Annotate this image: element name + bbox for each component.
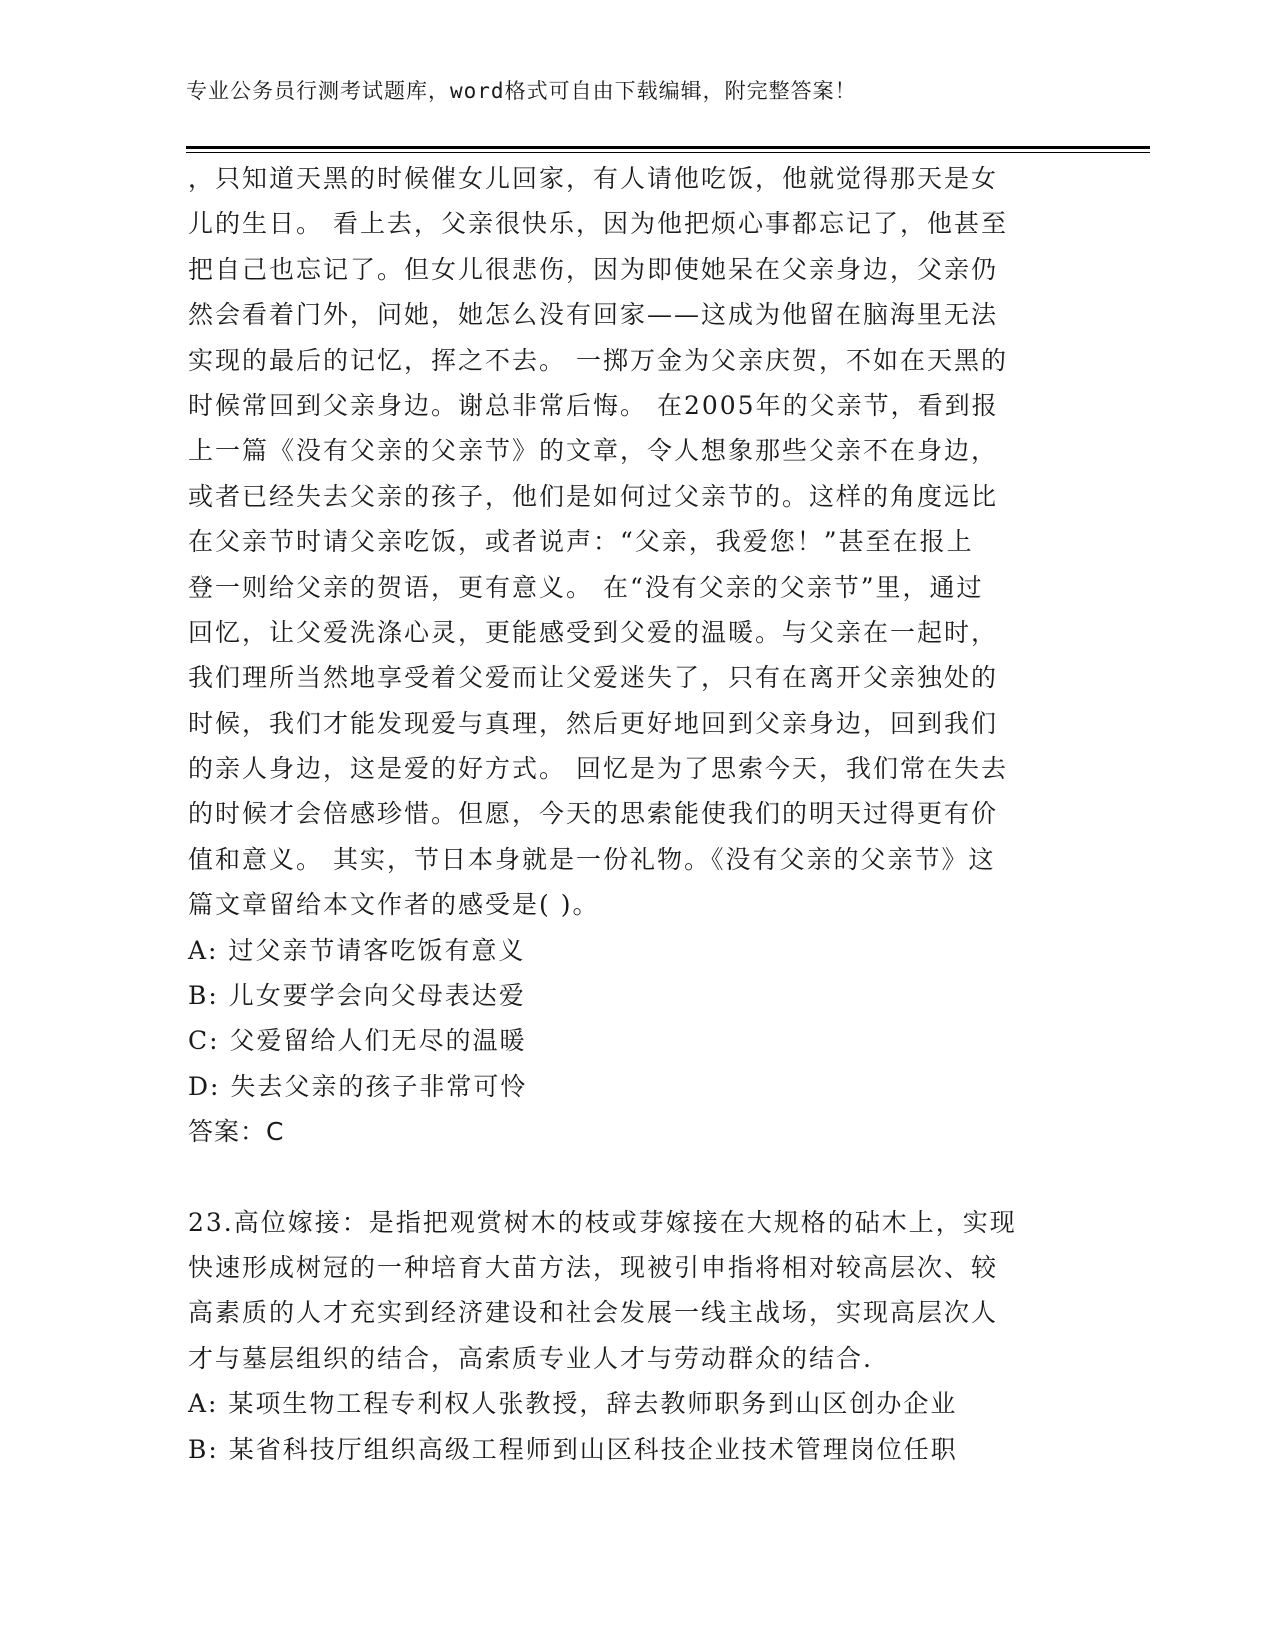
- passage-line: 的亲人身边，这是爱的好方式。 回忆是为了思索今天，我们常在失去: [188, 754, 1008, 784]
- option-c: C: 父爱留给人们无尽的温暖: [188, 1026, 527, 1056]
- section-spacer: [188, 1155, 1088, 1200]
- stem-line: 快速形成树冠的一种培育大苗方法，现被引申指将相对较高层次、较: [188, 1252, 999, 1282]
- passage-line: 在父亲节时请父亲吃饭，或者说声：“父亲，我爱您！”甚至在报上: [188, 527, 974, 557]
- passage-line: 登一则给父亲的贺语，更有意义。 在“没有父亲的父亲节”里，通过: [188, 572, 984, 602]
- passage-line: 的时候才会倍感珍惜。但愿，今天的思索能使我们的明天过得更有价: [188, 799, 999, 829]
- option-a: A: 某项生物工程专利权人张教授，辞去教师职务到山区创办企业: [188, 1389, 958, 1419]
- question-23-stem: [188, 1200, 1088, 1382]
- option-b: B: 儿女要学会向父母表达爱: [188, 981, 526, 1011]
- option-d: D: 失去父亲的孩子非常可怜: [188, 1071, 528, 1101]
- question-22-passage: [188, 156, 1088, 928]
- passage-line: 回忆，让父爱洗涤心灵，更能感受到父爱的温暖。与父亲在一起时，: [188, 617, 999, 647]
- question-22-options: [188, 928, 1088, 1110]
- passage-line: 实现的最后的记忆，挥之不去。 一掷万金为父亲庆贺，不如在天黑的: [188, 345, 1008, 375]
- option-a: A: 过父亲节请客吃饭有意义: [188, 935, 526, 965]
- passage-line: ，只知道天黑的时候催女儿回家，有人请他吃饭，他就觉得那天是女: [188, 164, 999, 193]
- stem-line: 才与墓层组织的结合，高索质专业人才与劳动群众的结合.: [188, 1343, 873, 1373]
- document-body: [188, 156, 1088, 1472]
- passage-line: 篇文章留给本文作者的感受是( )。: [188, 890, 600, 920]
- passage-line: 值和意义。 其实，节日本身就是一份礼物。《没有父亲的父亲节》这: [188, 844, 996, 874]
- header-rule-thin: [186, 152, 1150, 153]
- passage-line: 我们理所当然地享受着父爱而让父爱迷失了，只有在离开父亲独处的: [188, 663, 999, 693]
- passage-line: 或者已经失去父亲的孩子，他们是如何过父亲节的。这样的角度远比: [188, 481, 999, 511]
- option-b: B: 某省科技厅组织高级工程师到山区科技企业技术管理岗位任职: [188, 1434, 958, 1464]
- passage-line: 时候，我们才能发现爱与真理，然后更好地回到父亲身边，回到我们: [188, 708, 999, 738]
- stem-line: 高素质的人才充实到经济建设和社会发展一线主战场，实现高层次人: [188, 1298, 999, 1328]
- passage-line: 然会看着门外，问她，她怎么没有回家——这成为他留在脑海里无法: [188, 300, 999, 330]
- passage-line: 上一篇《没有父亲的父亲节》的文章，令人想象那些父亲不在身边，: [188, 436, 999, 466]
- passage-line: 儿的生日。 看上去，父亲很快乐，因为他把烦心事都忘记了，他甚至: [188, 209, 1008, 239]
- stem-line: 23.高位嫁接：是指把观赏树木的枝或芽嫁接在大规格的砧木上，实现: [188, 1207, 1017, 1237]
- passage-line: 把自己也忘记了。但女儿很悲伤，因为即使她呆在父亲身边，父亲仍: [188, 254, 999, 284]
- page-header: 专业公务员行测考试题库，word格式可自由下载编辑，附完整答案！: [186, 79, 857, 103]
- question-22-answer: 答案：C: [188, 1117, 285, 1147]
- header-rule-thick: [186, 146, 1150, 149]
- passage-line: 时候常回到父亲身边。谢总非常后悔。 在2005年的父亲节，看到报: [188, 390, 999, 420]
- question-23-options: [188, 1381, 1088, 1472]
